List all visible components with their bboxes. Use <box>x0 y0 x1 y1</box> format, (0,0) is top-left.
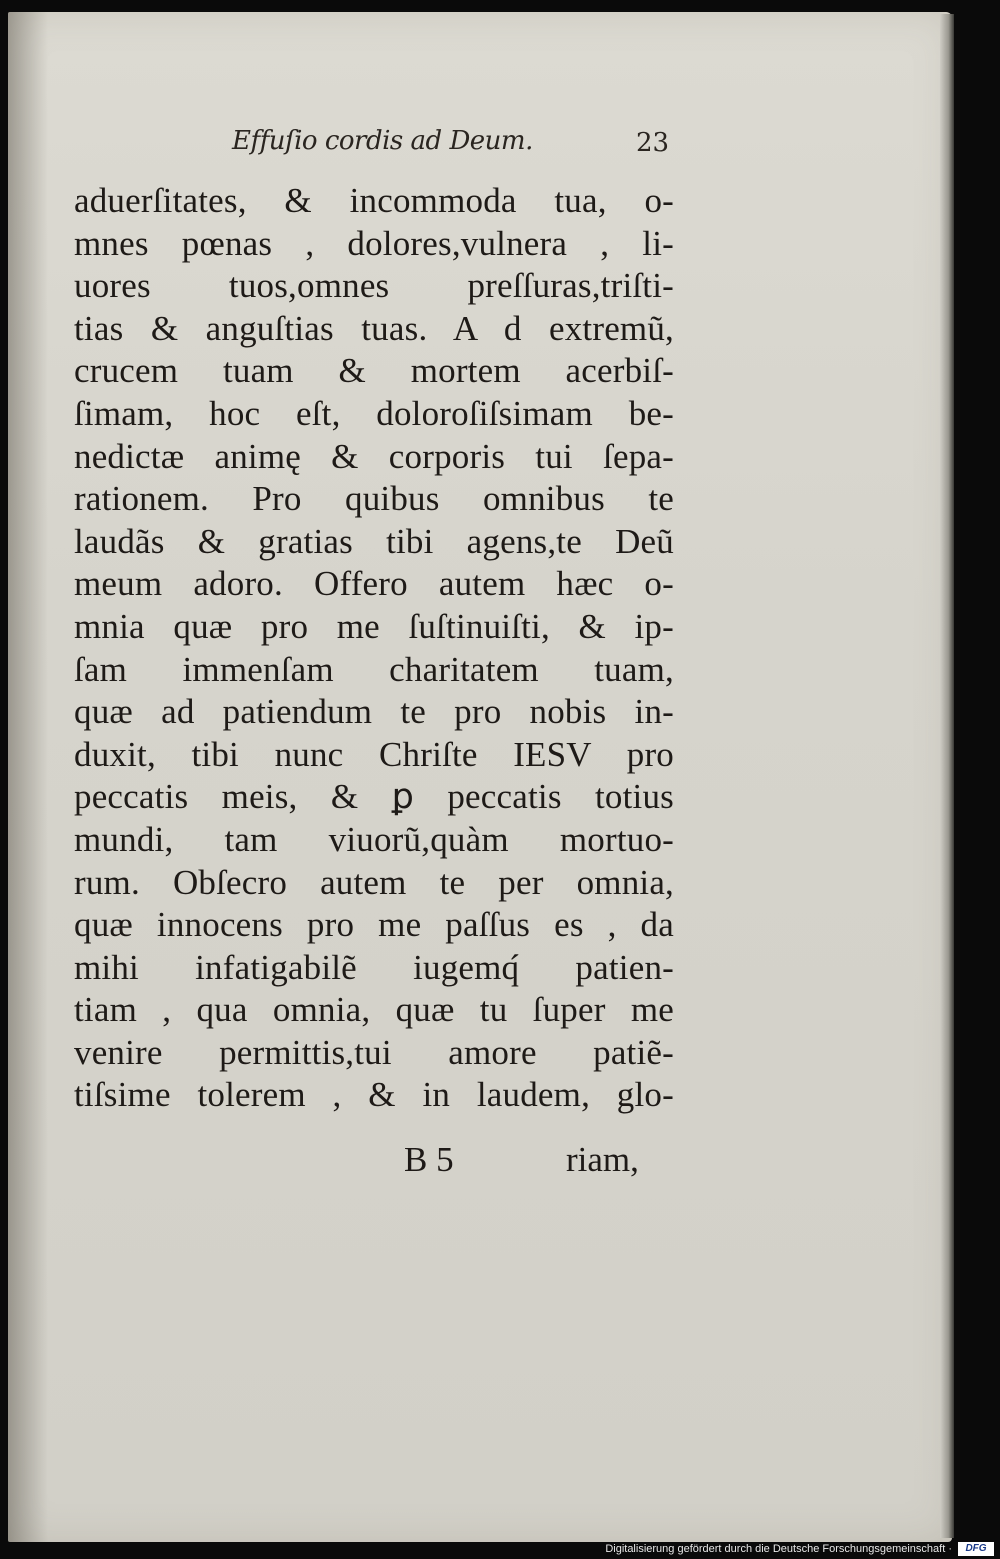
text-line: aduerſitates, & incommoda tua, o- <box>74 181 674 220</box>
text-line: laudãs & gratias tibi agens,te Deũ <box>74 521 674 561</box>
text-line: ſimam, hoc eſt, doloroſiſsimam be- <box>74 393 674 433</box>
spine-shadow <box>8 12 48 1542</box>
text-line: venire permittis,tui amore patiẽ- <box>74 1032 674 1072</box>
body-text <box>74 180 674 1117</box>
running-head: Effuſio cordis ad Deum. <box>232 126 533 156</box>
text-line: quæ ad patiendum te pro nobis in- <box>74 692 674 732</box>
text-line: rationem. Pro quibus omnibus te <box>74 479 674 519</box>
text-line: mnia quæ pro me ſuſtinuiſti, & ip- <box>74 606 674 646</box>
text-line: tias & anguſtias tuas. A d extremũ, <box>74 308 674 348</box>
text-line: tiſsime tolerem , & in laudem, glo- <box>74 1075 674 1115</box>
text-line: mnes pœnas , dolores,vulnera , li- <box>74 223 674 263</box>
text-line: uores tuos,omnes preſſuras,triſti- <box>74 266 674 306</box>
text-line: meum adoro. Offero autem hæc o- <box>74 564 674 604</box>
text-line: quæ innocens pro me paſſus es , da <box>74 905 674 945</box>
text-line: mihi infatigabilẽ iugemq́ patien- <box>74 947 674 987</box>
text-line: peccatis meis, & ꝑ peccatis totius <box>74 777 674 817</box>
text-line: tiam , qua omnia, quæ tu ſuper me <box>74 990 674 1030</box>
catchword: riam, <box>566 1140 639 1179</box>
text-line: crucem tuam & mortem acerbiſ- <box>74 351 674 391</box>
text-line: nedictæ animę & corporis tui ſepa- <box>74 436 674 476</box>
page-edge <box>940 14 954 1538</box>
text-line: duxit, tibi nunc Chriſte IESV pro <box>74 734 674 774</box>
page-number: 23 <box>636 128 670 158</box>
text-line: mundi, tam viuorũ,quàm mortuo- <box>74 819 674 859</box>
text-line: ſam immenſam charitatem tuam, <box>74 649 674 689</box>
signature-mark: B 5 <box>404 1140 454 1179</box>
text-line: rum. Obſecro autem te per omnia, <box>74 862 674 902</box>
dfg-logo: DFG <box>958 1542 994 1556</box>
digitization-credit: Digitalisierung gefördert durch die Deutsche Forschungsgemeinschaft · <box>605 1543 952 1555</box>
